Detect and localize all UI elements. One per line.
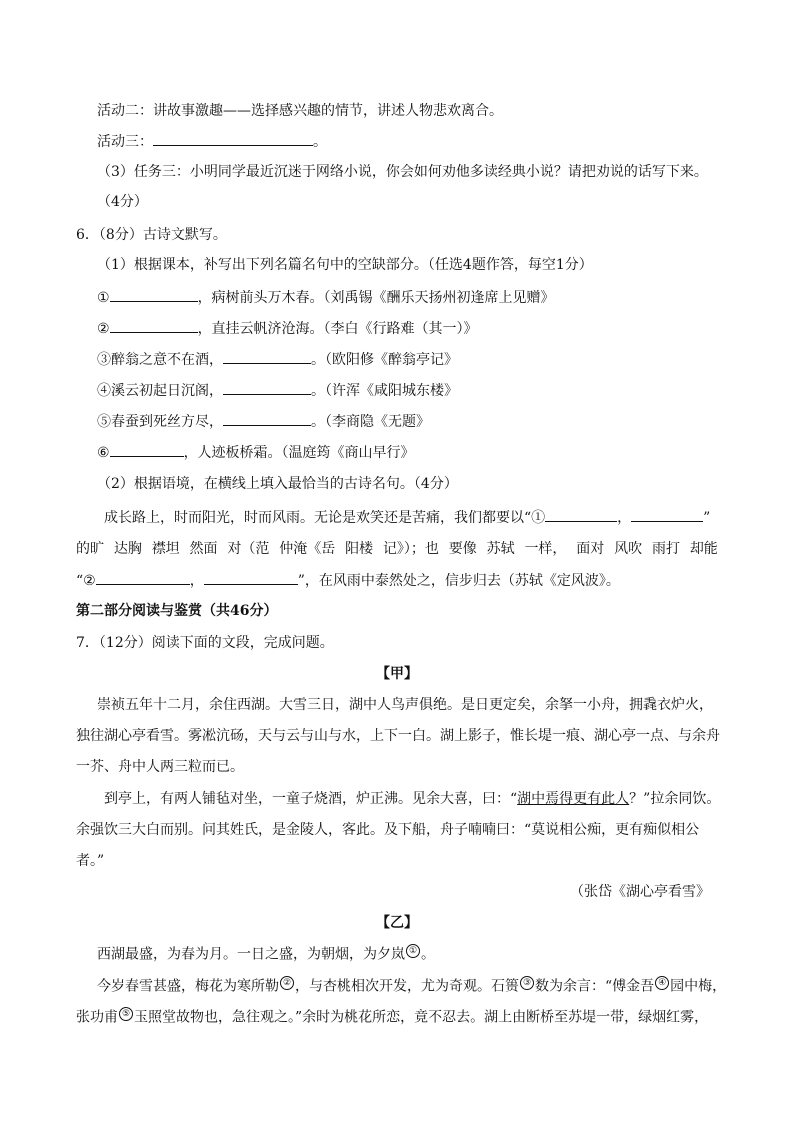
passage-text: 数为余言：“傅金吾 — [535, 978, 655, 995]
item-pre: 春蚕到死丝方尽， — [111, 414, 223, 430]
footnote-marker: ③ — [520, 976, 534, 990]
item-number: ③ — [97, 352, 111, 368]
context-text: 成长路上，时而阳光，时而风雨。无论是欢笑还是苦痛，我们都要以“① — [104, 510, 546, 526]
fill-item — [97, 287, 555, 308]
context-line-2 — [76, 539, 718, 559]
fill-blank[interactable] — [110, 318, 198, 333]
context-word: 一样， — [524, 541, 567, 557]
passage-text: 西湖最盛，为春为月。一日之盛，为朝烟，为夕岚 — [97, 946, 405, 963]
fill-blank[interactable] — [223, 411, 311, 426]
question-6: 6．（8分）古诗文默写。 — [76, 227, 227, 243]
context-word: 要像 — [448, 541, 477, 557]
passage-text: 张功甫 — [76, 1009, 118, 1026]
passage-line: 独往湖心亭看雪。雾凇沆砀，天与云与山与水，上下一白。湖上影子，惟长堤一痕、湖心亭一点、与余舟 — [76, 728, 720, 744]
activity-3-blank[interactable] — [153, 131, 313, 146]
item-text: 。（李商隐《无题》 — [311, 414, 430, 430]
context-word: 雨打 — [651, 541, 680, 557]
passage-text: 。 — [421, 946, 435, 963]
footnote-marker: ⑤ — [119, 1007, 133, 1021]
passage-line — [97, 944, 435, 965]
footnote-marker: ① — [406, 944, 420, 958]
fill-blank[interactable] — [110, 287, 198, 302]
context-word: 面对 — [576, 541, 605, 557]
passage-text: ？”拉余同饮。 — [629, 791, 721, 807]
activity-3-end: 。 — [313, 134, 327, 150]
passage-line: 余强饮三大白而别。问其姓氏，是金陵人，客此。及下船，舟子喃喃曰：“莫说相公痴，更有痴似相公 — [76, 822, 700, 838]
fill-item — [97, 349, 458, 370]
fill-blank[interactable] — [204, 570, 298, 585]
context-word: 风吹 — [614, 541, 643, 557]
context-word: 却能 — [689, 541, 718, 557]
context-quote: ” — [703, 510, 711, 526]
context-text: ”，在风雨中泰然处之，信步归去（苏轼《定风波》。 — [297, 573, 620, 589]
item-number: ⑤ — [97, 414, 111, 430]
passage-line — [104, 789, 720, 809]
passage-line: 崇祯五年十二月，余住西湖。大雪三日，湖中人鸟声俱绝。是日更定矣，余拏一小舟，拥毳衣炉火， — [97, 697, 713, 713]
fill-blank[interactable] — [631, 507, 703, 522]
item-text: 。（许浑《咸阳城东楼》 — [311, 383, 458, 399]
context-line-1 — [104, 507, 710, 528]
fill-item — [97, 442, 415, 463]
context-word: 然面 — [189, 541, 218, 557]
context-word: 仲淹《岳 — [279, 541, 336, 557]
context-comma: ， — [617, 510, 632, 526]
item-text: ，直挂云帆济沧海。（李白《行路难（其一）》 — [197, 321, 478, 337]
fill-item — [97, 318, 478, 339]
passage-jia-source: （张岱《湖心亭看雪》 — [570, 884, 710, 900]
fill-item — [97, 380, 458, 401]
passage-text: 玉照堂故物也，急往观之。”余时为桃花所恋，竟不忍去。湖上由断桥至苏堤一带，绿烟红雾， — [134, 1009, 709, 1026]
passage-yi-title: 【乙】 — [376, 915, 418, 931]
context-word: 襟坦 — [151, 541, 180, 557]
activity-3 — [97, 131, 327, 152]
passage-line: 者。” — [76, 853, 105, 869]
passage-jia-title: 【甲】 — [376, 666, 418, 682]
passage-line: 一芥、舟中人两三粒而已。 — [76, 759, 244, 775]
context-word: 苏轼 — [486, 541, 515, 557]
part-2-heading: 第二部分阅读与鉴赏（共46分） — [76, 603, 278, 619]
activity-3-label: 活动三： — [97, 134, 153, 150]
fill-item — [97, 411, 430, 432]
task-3-score: （4分） — [97, 194, 148, 210]
item-number: ① — [97, 290, 110, 306]
item-text: ，人迹板桥霜。（温庭筠《商山早行》 — [183, 445, 415, 461]
context-line-3 — [76, 570, 620, 591]
context-word: 的旷 — [76, 541, 104, 557]
question-6-1: （1）根据课本，补写出下列名篇名句中的空缺部分。（任选4题作答，每空1分） — [97, 257, 593, 273]
passage-text: 园中梅， — [670, 978, 727, 995]
fill-blank[interactable] — [110, 442, 184, 457]
item-pre: 醉翁之意不在酒， — [111, 352, 223, 368]
question-6-2: （2）根据语境，在横线上填入最恰当的古诗名句。（4分） — [97, 476, 458, 492]
passage-text: 到亭上，有两人铺毡对坐，一童子烧酒，炉正沸。见余大喜，曰：“ — [104, 791, 518, 807]
context-word: 记》）；也 — [382, 541, 439, 557]
question-7: 7．（12分）阅读下面的文段，完成问题。 — [76, 635, 334, 651]
passage-line — [97, 976, 726, 997]
fill-blank[interactable] — [96, 570, 190, 585]
underlined-sentence: 湖中焉得更有此人 — [517, 791, 630, 807]
passage-text: 今岁春雪甚盛，梅花为寒所勒 — [97, 978, 279, 995]
context-text: “② — [76, 573, 96, 589]
context-word: 对（范 — [227, 541, 270, 557]
footnote-marker: ② — [280, 976, 294, 990]
item-number: ④ — [97, 383, 111, 399]
item-text: ，病树前头万木春。（刘禹锡《酬乐天扬州初逢席上见赠》 — [197, 290, 555, 306]
fill-blank[interactable] — [545, 507, 617, 522]
context-word: 达胸 — [113, 541, 142, 557]
passage-line — [76, 1007, 708, 1028]
activity-2: 活动二：讲故事激趣——选择感兴趣的情节，讲述人物悲欢离合。 — [97, 103, 503, 119]
item-text: 。（欧阳修《醉翁亭记》 — [311, 352, 458, 368]
item-number: ⑥ — [97, 445, 110, 461]
item-number: ② — [97, 321, 110, 337]
fill-blank[interactable] — [223, 349, 311, 364]
passage-text: ，与杏桃相次开发，尤为奇观。石篑 — [295, 978, 519, 995]
footnote-marker: ④ — [655, 976, 669, 990]
context-comma: ， — [189, 573, 204, 589]
task-3: （3）任务三：小明同学最近沉迷于网络小说，你会如何劝他多读经典小说？请把劝说的话写下来。 — [97, 164, 708, 180]
context-word: 阳楼 — [345, 541, 374, 557]
fill-blank[interactable] — [223, 380, 311, 395]
item-pre: 溪云初起日沉阁， — [111, 383, 223, 399]
